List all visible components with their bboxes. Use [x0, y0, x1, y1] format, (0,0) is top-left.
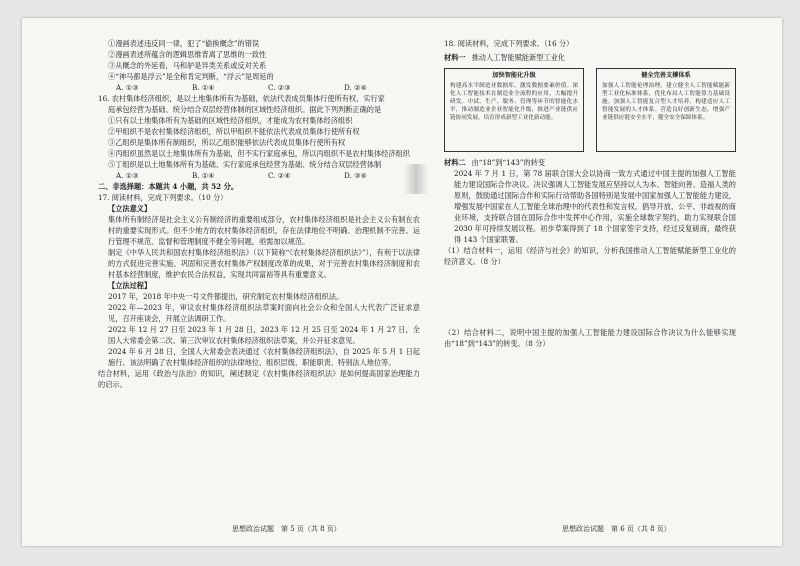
q16-item: ②甲组织不是农村集体经济组织，所以甲组织不能依法代表成员集体行使所有权: [108, 127, 360, 136]
q15-item: ①漫画表述违反同一律，犯了“偷换概念”的错误: [108, 39, 260, 48]
section-heading: 二、非选择题：本题共 4 小题，共 52 分。: [98, 182, 239, 191]
q15-option-c: C. ②③: [268, 83, 291, 92]
box-title: 加快智能化升级: [492, 72, 536, 79]
q17-stem: 17. 阅读材料，完成下列要求。（10 分）: [98, 193, 228, 202]
q16-item: ③乙组织是集体所有制组织，所以乙组织能够依法代表成员集体行使所有权: [108, 138, 346, 147]
box-title: 健全完善支撑体系: [641, 72, 691, 79]
material-one-heading: [444, 52, 736, 63]
q17-paragraph: 集体所有制经济是社会主义公有制经济的重要组成部分，农村集体经济组织是社会主义公有制在农村的重要实现形式。但不少地方的农村集体经济组织，存在法律地位不明确、治理机制不完善、运行管理不规范、监督和管理制度不健全等问题，亟需加以规范。: [108, 215, 420, 246]
material-two-title: 由“18”到“143”的转变: [471, 158, 546, 167]
q15-item: ②漫画表述所蕴含的逻辑思维背离了思维的一致性: [108, 50, 267, 59]
q15-option-a: A. ①③: [116, 83, 139, 92]
q17-paragraph: 2024 年 6 月 28 日，全国人大常委会表决通过《农村集体经济组织法》，自 2025 年 5 月 1 日起施行。该法明确了农村集体经济组织的法律地位、组织层级、职能职责、特别法人地位等。: [108, 347, 420, 367]
q16-options: [98, 170, 420, 181]
right-page-column: [444, 38, 736, 349]
q17-heading-process: 【立法过程】: [108, 281, 152, 290]
q16-item: ④丙组织虽然是以土地集体所有为基础，但不实行家庭承包，所以丙组织不是农村集体经济组织: [108, 149, 410, 158]
material-two-label: 材料二: [444, 158, 466, 167]
q16-item: ①只有以土地集体所有为基础的区域性经济组织，才能成为农村集体经济组织: [108, 116, 353, 125]
q15-item: ③从概念的外延看，马和驴是异类关系或反对关系: [108, 61, 267, 70]
box-text: 构建高水平制造业数据库，激发数据要素价值。深化人工智能技术在制造业全流程的应用，大幅提升研发、中试、生产、服务、管理等环节的智能化水平，推动制造业企业智能化升级，推进产业链供应链协同发展，培育形成新型工业化新动能。: [450, 83, 578, 121]
material-two-paragraph: 2024 年 7 月 1 日，第 78 届联合国大会以协商一致方式通过中国主提的加强人工智能能力建设国际合作决议。决议强调人工智能发展应坚持以人为本、智能向善、造福人类的原则，鼓励通过国际合作和实际行动帮助各国特别是发展中国家加强人工智能能力建设，增强发展中国家在人工智能全球治理中的代表性和发言权，倡导开放、公平、非歧视的商业环境，支持联合国在国际合作中发挥中心作用，实施全球数字契约，助力实现联合国 2030 年可持续发展议程。初步草案得到了 18 个国家签字支持，经过反复磋商，最终获得 143 个国家联署。: [454, 169, 736, 244]
answer-space: [444, 267, 736, 327]
q17-paragraph: 制定《中华人民共和国农村集体经济组织法》（以下简称“《农村集体经济组织法》”），有利于以法律的方式促进完善实施、巩固和完善农村集体产权制度改革的成果，对于完善农村集体经济制度和农村基本经营制度，维护农民合法权益，实现共同富裕等具有重要意义。: [108, 248, 420, 279]
material-one-boxes: [444, 68, 736, 152]
q18-subquestion-2: （2）结合材料二，说明中国主提的加强人工智能能力建设国际合作决议为什么能够实现由“18”到“143”的转变。（8 分）: [444, 328, 736, 348]
q16-option-b: B. ①④: [192, 171, 215, 180]
q18-subquestion-1: （1）结合材料一，运用《经济与社会》的知识，分析我国推动人工智能赋能新型工业化的经济意义。（8 分）: [444, 246, 736, 266]
q15-item: ④“神马都是浮云”是全称肯定判断，“浮云”是周延的: [108, 72, 274, 81]
box-support-system: [596, 68, 736, 152]
page-footer-right: 思想政治试题 第 6 页（共 8 页）: [562, 525, 671, 533]
q16-item: ⑤丁组织是以土地集体所有为基础、实行家庭承包经营为基础、统分结合双层经营体制: [108, 160, 382, 169]
q16-option-c: C. ②④: [268, 171, 291, 180]
q16-stem-line: 16. 农村集体经济组织，是以土地集体所有为基础，依法代表成员集体行使所有权，实行家: [98, 94, 385, 103]
q17-paragraph: 2022 年 12 月 27 日至 2023 年 1 月 28 日，2023 年 12 月 25 日至 2024 年 1 月 27 日，全国人大常委会第二次、第三次审议农村集体经济组织法草案，并公开征求意见。: [108, 325, 420, 345]
q17-task: 结合材料，运用《政治与法治》的知识，阐述制定《农村集体经济组织法》是如何提高国家治理能力的启示。: [98, 369, 420, 389]
box-text: 加强人工智能伦理治理，建立健全人工智能赋能新型工业化标准体系，优化布局人工智能算力基础设施。加强人工智能复合型人才培养，构建适应人工智能发展的人才体系。营造良好创新生态，增强产业链供应链安全水平，健全安全保障体系。: [602, 83, 730, 121]
q15-options: [98, 82, 420, 93]
material-one-title: 推动人工智能赋能新型工业化: [471, 53, 566, 62]
q16-option-d: D. ③④: [344, 171, 367, 180]
q16-option-a: A. ①③: [116, 171, 139, 180]
q16-stem-line: 庭承包经营为基础、统分结合双层经营体制的区域性经济组织。据此下列判断正确的是: [108, 105, 382, 114]
exam-sheet: [22, 18, 782, 546]
q15-option-d: D. ②④: [344, 83, 367, 92]
q17-heading-significance: 【立法意义】: [108, 204, 152, 213]
left-page-column: [98, 38, 420, 390]
box-intelligent-upgrade: [444, 68, 584, 152]
scan-fold-shadow: [404, 164, 428, 194]
q17-paragraph: 2022 年—2023 年，审议农村集体经济组织法草案时面向社会公众和全国人大代表广泛征求意见，召开座谈会，开展立法调研工作。: [108, 303, 420, 323]
q15-option-b: B. ①④: [192, 83, 215, 92]
q17-paragraph: 2017 年，2018 年中央一号文件都提出，研究制定农村集体经济组织法。: [108, 292, 344, 301]
q18-stem: 18. 阅读材料，完成下列要求。（16 分）: [444, 39, 574, 48]
material-one-label: 材料一: [444, 53, 466, 62]
page-footer-left: 思想政治试题 第 5 页（共 8 页）: [232, 525, 341, 533]
material-two-heading: [444, 157, 736, 168]
